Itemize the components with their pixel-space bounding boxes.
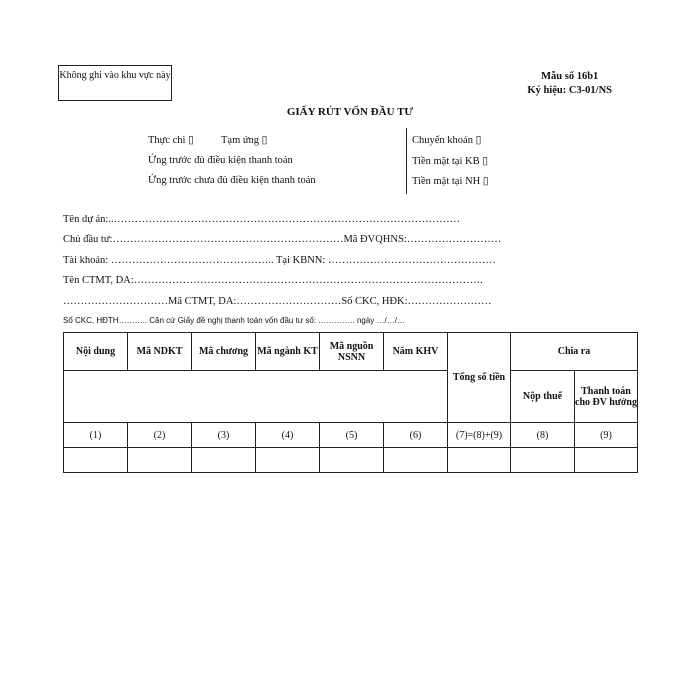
header-ma-ndkt: Mã NDKT [128, 333, 192, 371]
header-noi-dung: Nội dung [64, 333, 128, 371]
option-chuyen-khoan[interactable]: Chuyển khoản ▯ [412, 135, 482, 146]
data-cell[interactable] [128, 448, 192, 473]
col-number: (4) [256, 423, 320, 448]
header-spacer [64, 371, 448, 423]
col-number: (6) [384, 423, 448, 448]
col-number: (9) [575, 423, 638, 448]
col-number: (7)=(8)+(9) [448, 423, 511, 448]
option-tien-mat-kb[interactable]: Tiền mặt tại KB ▯ [412, 156, 488, 167]
col-number: (3) [192, 423, 256, 448]
data-cell[interactable] [320, 448, 384, 473]
option-thuc-chi[interactable]: Thực chi ▯ [148, 135, 194, 146]
form-symbol: Ký hiệu: C3-01/NS [527, 85, 612, 96]
col-number: (2) [128, 423, 192, 448]
header-thanh-toan-dv: Thanh toán cho ĐV hưởng [575, 371, 638, 423]
header-ma-nguon-nsnn: Mã nguồn NSNN [320, 333, 384, 371]
data-cell[interactable] [192, 448, 256, 473]
header-ma-nganh-kt: Mã ngành KT [256, 333, 320, 371]
no-write-area-box [58, 65, 172, 101]
field-chu-dau-tu[interactable]: Chủ đầu tư:…………………………………………………………Mã ĐVQHNS:……………………… [63, 234, 502, 245]
field-ten-ctmt[interactable]: Tên CTMT, DA:………………………………………………………………………………………. [63, 275, 483, 286]
form-code [527, 70, 612, 98]
data-cell[interactable] [256, 448, 320, 473]
col-number: (5) [320, 423, 384, 448]
data-cell[interactable] [575, 448, 638, 473]
field-ma-ctmt[interactable]: …………………………Mã CTMT, DA:…………………………Số CKC, HĐK:…………………… [63, 296, 492, 307]
option-tien-mat-nh[interactable]: Tiền mặt tại NH ▯ [412, 176, 489, 187]
form-number: Mẫu số 16b1 [541, 71, 599, 82]
header-tong-so-tien: Tổng số tiền [448, 333, 511, 423]
header-chia-ra: Chia ra [511, 333, 638, 371]
header-ma-chuong: Mã chương [192, 333, 256, 371]
option-ung-truoc-chua: Ứng trước chưa đủ điều kiện thanh toán [148, 175, 316, 186]
data-cell[interactable] [64, 448, 128, 473]
payment-table [63, 332, 638, 473]
document-title: GIẤY RÚT VỐN ĐẦU TƯ [286, 106, 414, 118]
header-nam-khv: Năm KHV [384, 333, 448, 371]
col-number: (8) [511, 423, 575, 448]
col-number: (1) [64, 423, 128, 448]
field-tai-khoan[interactable]: Tài khoản: ……………………………………….. Tại KBNN: ………………………………………… [63, 255, 496, 266]
field-so-ckc[interactable]: Số CKC, HĐTH……….. Căn cứ Giấy đề nghị thanh toán vốn đầu tư số: ………….. ngày …/…/… [63, 316, 405, 325]
options-divider [406, 128, 407, 194]
data-cell[interactable] [448, 448, 511, 473]
data-cell[interactable] [511, 448, 575, 473]
field-ten-du-an[interactable]: Tên dự án:..……………………………………………………………………………………… [63, 214, 461, 225]
option-tam-ung[interactable]: Tạm ứng ▯ [221, 135, 268, 146]
data-cell[interactable] [384, 448, 448, 473]
no-write-note: Không ghi vào khu vực này [59, 70, 171, 81]
header-nop-thue: Nộp thuế [511, 371, 575, 423]
option-ung-truoc-du: Ứng trước đủ điều kiện thanh toán [148, 155, 293, 166]
